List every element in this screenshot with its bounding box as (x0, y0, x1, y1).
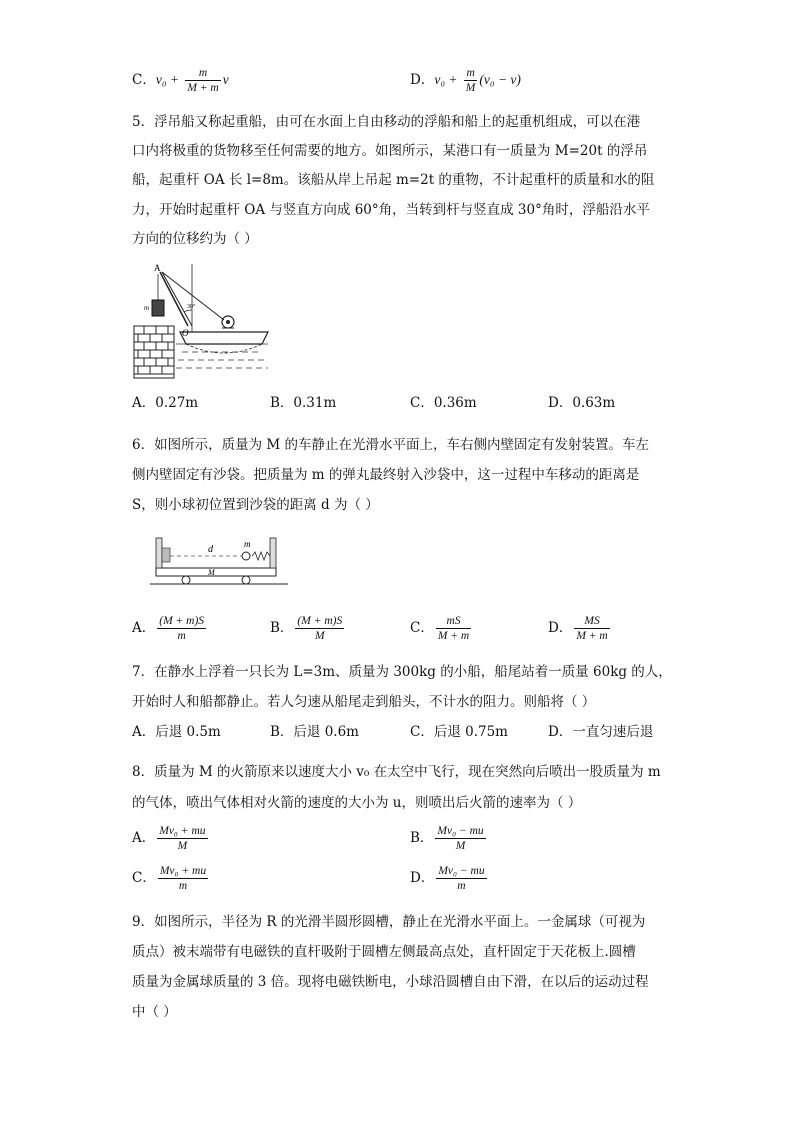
q9-line-2: 质点）被末端带有电磁铁的直杆吸附于圆槽左侧最高点处，直杆固定于天花板上.圆槽 (132, 944, 636, 960)
sandbag (162, 548, 170, 562)
brick-wall (134, 326, 174, 378)
launcher-wall (270, 538, 276, 568)
q5-option-c: C．0.36m (410, 395, 477, 411)
q5-line-3: 船，起重杆 OA 长 l=8m。该船从岸上吊起 m=2t 的重物，不计起重杆的质量和水的阻 (132, 172, 655, 188)
q5-line-2: 口内将极重的货物移至任何需要的地方。如图所示，某港口有一质量为 M=20t 的浮吊 (132, 143, 648, 159)
q6-option-b: B． $\frac{(M + m)S}{M}$ (270, 615, 343, 642)
wheel-left (182, 576, 190, 584)
q4-option-c: C．v₀ + $\frac{m}{M + m}$ v (132, 67, 229, 94)
crane-boom (160, 272, 188, 326)
q8-option-c: C． $\frac{\text{Mv₀ + mu}}{m}$ (132, 865, 207, 892)
load-m (152, 300, 164, 316)
q6-cart-figure (150, 532, 290, 592)
label-angle: 30° (187, 304, 196, 310)
q5-line-5: 方向的位移约为（ ） (132, 231, 258, 247)
q9-line-1: 9．如图所示，半径为 R 的光滑半圆形圆槽，静止在光滑水平面上。一金属球（可视为 (132, 914, 646, 930)
q8-line-2: 的气体，喷出气体相对火箭的速度的大小为 u，则喷出后火箭的速率为（ ） (132, 795, 582, 811)
q8-line-1: 8．质量为 M 的火箭原来以速度大小 v₀ 在太空中飞行，现在突然向后喷出一股质量为 m (132, 764, 661, 780)
q8-option-b: B． $\frac{\text{Mv₀ − mu}}{M}$ (410, 825, 484, 852)
q5-option-a: A．0.27m (132, 395, 199, 411)
q6-option-c: C． $\frac{mS}{M + m}$ (410, 615, 470, 642)
q7-line-2: 开始时人和船都静止。若人匀速从船尾走到船头，不计水的阻力。则船将（ ） (132, 694, 596, 710)
q8-option-a: A． $\frac{\text{Mv₀ + mu}}{M}$ (132, 825, 206, 852)
q5-option-d: D．0.63m (548, 395, 616, 411)
q5-line-4: 力，开始时起重杆 OA 与竖直方向成 60°角，当转到杆与竖直成 30°角时，浮船沿水平 (132, 202, 650, 218)
label-M: M (208, 568, 215, 577)
q9-line-4: 中（ ） (132, 1004, 177, 1020)
label-m: m (144, 304, 150, 312)
sandbag-wall (156, 538, 162, 568)
label-o: O (182, 328, 189, 338)
q7-option-c: C．后退 0.75m (410, 724, 508, 740)
q6-line-3: S，则小球初位置到沙袋的距离 d 为（ ） (132, 497, 379, 513)
q6-line-1: 6．如图所示，质量为 M 的车静止在光滑水平面上，车右侧内壁固定有发射装置。车左 (132, 437, 649, 453)
q5-crane-figure (132, 262, 272, 380)
wheel-right (242, 576, 250, 584)
q6-option-d: D． $\frac{MS}{M + m}$ (548, 615, 608, 642)
q5-line-1: 5．浮吊船又称起重船，由可在水面上自由移动的浮船和船上的起重机组成，可以在港 (132, 114, 641, 130)
q6-option-a: A． $\frac{(M + m)S}{m}$ (132, 615, 205, 642)
pellet-m (242, 552, 250, 560)
q7-option-a: A．后退 0.5m (132, 724, 221, 740)
cart-body (156, 568, 276, 576)
label-d: d (208, 544, 213, 555)
boat-hull (180, 332, 268, 344)
label-a: A (154, 263, 161, 273)
label-m: m (244, 539, 251, 549)
q9-line-3: 质量为金属球质量的 3 倍。现将电磁铁断电，小球沿圆槽自由下滑，在以后的运动过程 (132, 974, 649, 990)
q8-option-d: D． $\frac{\text{Mv₀ − mu}}{m}$ (410, 865, 485, 892)
spring (252, 552, 270, 560)
q7-option-d: D．一直匀速后退 (548, 724, 654, 740)
q7-line-1: 7．在静水上浮着一只长为 L=3m、质量为 300kg 的小船，船尾站着一质量 60kg 的人， (132, 664, 672, 680)
q7-option-b: B．后退 0.6m (270, 724, 359, 740)
q5-option-b: B．0.31m (270, 395, 337, 411)
q4-option-d: D．v₀ + $\frac{m}{M}$ (v₀ − v) (410, 67, 521, 94)
q6-line-2: 侧内壁固定有沙袋。把质量为 m 的弹丸最终射入沙袋中，这一过程中车移动的距离是 (132, 467, 640, 483)
